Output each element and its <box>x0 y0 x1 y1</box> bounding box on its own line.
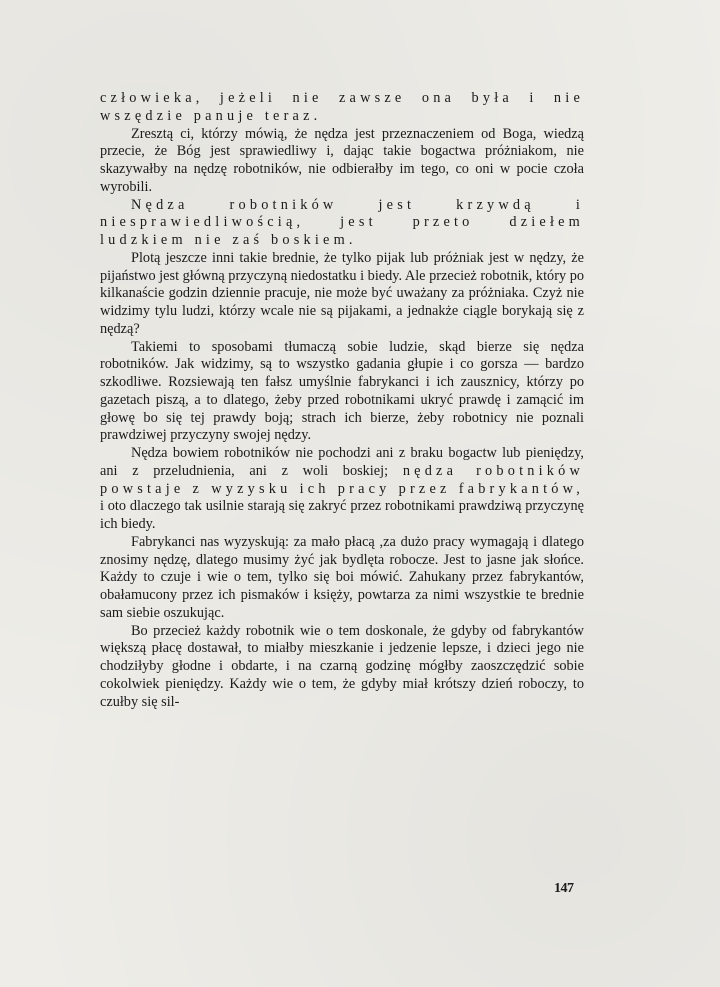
emphasized-text: człowieka, jeżeli nie zawsze ona była i nie wszędzie panuje teraz. <box>100 90 584 124</box>
paragraph <box>100 126 584 197</box>
text-run: Nędza bowiem robotników nie pochodzi ani z braku bogactw lub pieniędzy, ani z przeludnienia, ani z woli boskiej; <box>100 445 584 479</box>
text-run: i oto dlaczego tak usilnie starają się zakryć przez robotnikami prawdziwą przyczynę ich biedy. <box>100 498 584 532</box>
emphasized-text: Nędza robotników jest krzywdą i niesprawiedliwością, jest przeto dziełem ludzkiem nie zaś boskiem. <box>100 196 584 248</box>
paragraph <box>100 534 584 623</box>
paragraph <box>100 445 584 534</box>
paragraph <box>100 197 584 250</box>
body-text <box>100 90 584 711</box>
text-run: Takiemi to sposobami tłumaczą sobie ludzie, skąd bierze się nędza robotników. Jak widzimy, są to wszystko gadania głupie i co gorsza — bardzo szkodliwe. Rozsiewają ten fałsz umyślnie fabrykanci i ich zausznicy, którzy po gazetach piszą, a to dlatego, żeby przed robotnikami ukryć prawdę i zamącić im głowę bo się tej prawdy boją; strach ich bierze, żeby robotnicy nie poznali prawdziwej przyczyny swojej nędzy. <box>100 338 584 444</box>
text-run: Zresztą ci, którzy mówią, że nędza jest przeznaczeniem od Boga, wiedzą przecie, że Bóg jest sprawiedliwy i, dając takie bogactwa próżniakom, nie skazywałby na nędzę robotników, nie odbierałby im tego, co oni w pocie czoła wyrobili. <box>100 125 584 195</box>
page-number: 147 <box>554 881 574 896</box>
text-run: Fabrykanci nas wyzyskują: za mało płacą ,za dużo pracy wymagają i dlatego znosimy nędzę, dlatego musimy żyć jak bydlęta robocze. Jest to jasne jak słońce. Każdy to czuje i wie o tem, tylko się boi mówić. Zahukany przez fabrykantów, obałamucony przez ich pismaków i księży, powtarza za nimi wszystkie te brednie sam siebie oszukując. <box>100 533 584 621</box>
paragraph <box>100 339 584 446</box>
text-run: Plotą jeszcze inni takie brednie, że tylko pijak lub próżniak jest w nędzy, że pijaństwo jest główną przyczyną niedostatku i biedy. Ale przecież robotnik, który po kilkanaście godzin dziennie pracuje, nie może być uważany za próżniaka. Czyż nie widzimy tylu ludzi, którzy wcale nie są pijakami, a jednakże ciągle borykają się z nędzą? <box>100 249 584 337</box>
paragraph <box>100 250 584 339</box>
emphasized-text: nędza robotników powstaje z wyzysku ich pracy przez fabrykantów, <box>100 462 584 497</box>
paragraph <box>100 623 584 712</box>
paragraph <box>100 90 584 126</box>
text-run: Bo przecież każdy robotnik wie o tem doskonale, że gdyby od fabrykantów większą płacę dostawał, to miałby mieszkanie i jedzenie lepsze, i dzieci jego nie chodziłyby głodne i obdarte, i na czarną godzinę mógłby zaoszczędzić sobie cokolwiek pieniędzy. Każdy wie o tem, że gdyby miał krótszy dzień roboczy, to czułby się sil- <box>100 622 584 710</box>
